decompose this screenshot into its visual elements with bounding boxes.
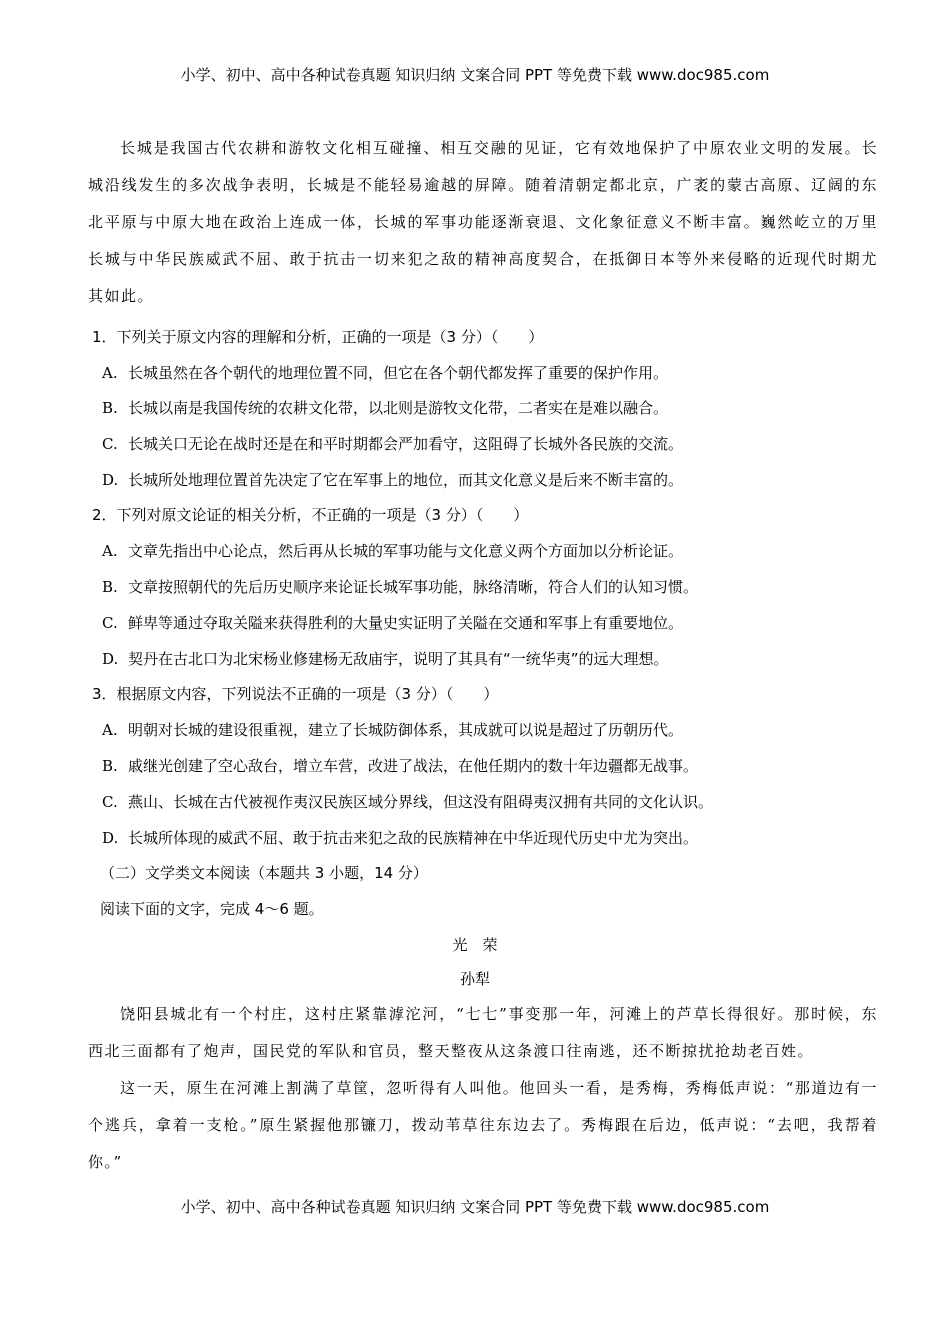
page-footer: 小学、初中、高中各种试卷真题 知识归纳 文案合同 PPT 等免费下载 www.doc985.com xyxy=(180,1198,770,1216)
intro-paragraph: 长城是我国古代农耕和游牧文化相互碰撞、相互交融的见证，它有效地保护了中原农业文明的发展。长城沿线发生的多次战争表明，长城是不能轻易逾越的屏障。随着清朝定都北京，广袤的蒙古高原、辽阔的东北平原与中原大地在政治上连成一体，长城的军事功能逐渐衰退、文化象征意义不断丰富。巍然屹立的万里长城与中华民族威武不屈、敢于抗击一切来犯之敌的精神高度契合，在抵御日本等外来侵略的近现代时期尤其如此。 xyxy=(88,139,878,305)
question-2-stem: 2．下列对原文论证的相关分析，不正确的一项是（3 分）（ ） xyxy=(92,506,529,524)
question-2-option-b: B. 文章按照朝代的先后历史顺序来论证长城军事功能，脉络清晰，符合人们的认知习惯。 xyxy=(102,578,699,596)
question-1-stem: 1．下列关于原文内容的理解和分析，正确的一项是（3 分）（ ） xyxy=(92,328,544,346)
question-3-option-d: D. 长城所体现的威武不屈、敢于抗击来犯之敌的民族精神在中华近现代历史中尤为突出。 xyxy=(102,829,699,847)
story-title: 光 荣 xyxy=(452,936,498,954)
question-3-stem: 3．根据原文内容，下列说法不正确的一项是（3 分）（ ） xyxy=(92,685,499,703)
page-header: 小学、初中、高中各种试卷真题 知识归纳 文案合同 PPT 等免费下载 www.doc985.com xyxy=(180,66,770,84)
question-1-option-a: A. 长城虽然在各个朝代的地理位置不同，但它在各个朝代都发挥了重要的保护作用。 xyxy=(102,364,669,382)
question-1-option-c: C. 长城关口无论在战时还是在和平时期都会严加看守，这阻碍了长城外各民族的交流。 xyxy=(102,435,684,453)
question-3-option-b: B. 戚继光创建了空心敌台，增立车营，改进了战法，在他任期内的数十年边疆都无战事。 xyxy=(102,757,699,775)
story-author: 孙犁 xyxy=(459,970,490,988)
section-2-instruction: 阅读下面的文字，完成 4～6 题。 xyxy=(100,900,324,918)
story-paragraph-1: 饶阳县城北有一个村庄，这村庄紧靠滹沱河，“七七”事变那一年，河滩上的芦草长得很好。那时候，东西北三面都有了炮声，国民党的军队和官员，整天整夜从这条渡口往南逃，还不断掠扰抢劫老百姓。 xyxy=(88,1005,878,1060)
question-2-option-c: C. 鲜卑等通过夺取关隘来获得胜利的大量史实证明了关隘在交通和军事上有重要地位。 xyxy=(102,614,684,632)
question-2-option-a: A. 文章先指出中心论点，然后再从长城的军事功能与文化意义两个方面加以分析论证。 xyxy=(102,542,684,560)
question-1-option-d: D. 长城所处地理位置首先决定了它在军事上的地位，而其文化意义是后来不断丰富的。 xyxy=(102,471,684,489)
question-3-option-a: A. 明朝对长城的建设很重视，建立了长城防御体系，其成就可以说是超过了历朝历代。 xyxy=(102,721,684,739)
story-paragraph-2: 这一天，原生在河滩上割满了草筐，忽听得有人叫他。他回头一看，是秀梅，秀梅低声说：“那道边有一个逃兵，拿着一支枪。”原生紧握他那镰刀，拨动苇草往东边去了。秀梅跟在后边，低声说：“去吧，我帮着你。” xyxy=(88,1079,878,1171)
question-2-option-d: D. 契丹在古北口为北宋杨业修建杨无敌庙宇，说明了其具有“一统华夷”的远大理想。 xyxy=(102,650,669,668)
question-3-option-c: C. 燕山、长城在古代被视作夷汉民族区域分界线，但这没有阻碍夷汉拥有共同的文化认识。 xyxy=(102,793,714,811)
section-2-title: （二）文学类文本阅读（本题共 3 小题，14 分） xyxy=(100,864,428,882)
question-1-option-b: B. 长城以南是我国传统的农耕文化带，以北则是游牧文化带，二者实在是难以融合。 xyxy=(102,399,669,417)
